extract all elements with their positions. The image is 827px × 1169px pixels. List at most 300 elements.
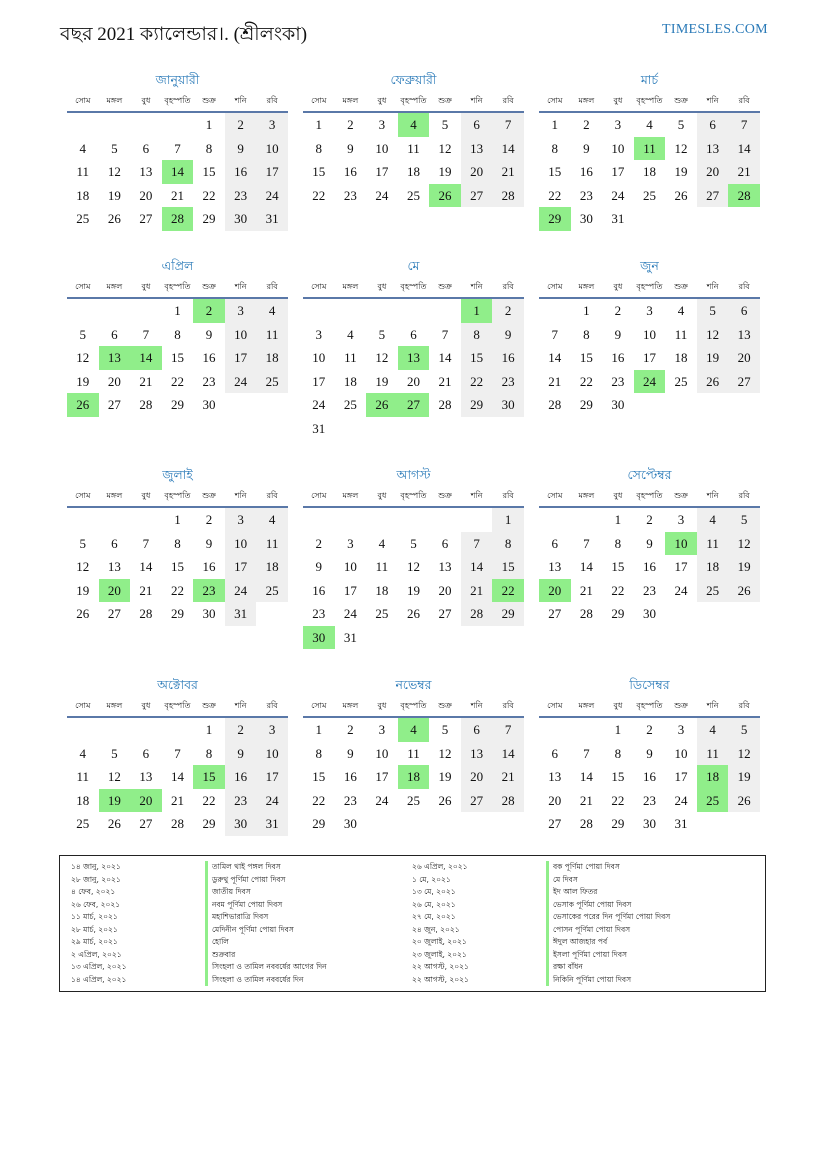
day-cell: 5 [79,326,87,342]
weekday-label: শনি [470,701,483,710]
day-cell: 28 [579,816,593,831]
weekday-label: বুধ [141,96,151,105]
day-cell: 18 [256,555,288,579]
day-cell: 11 [697,742,729,766]
day-cell: 14 [438,350,452,365]
day-cell: 25 [375,606,389,621]
day-cell: 17 [225,346,257,370]
day-cell: 16 [312,582,326,598]
day-cell: 9 [225,137,257,161]
holiday-date: ২০ জুলাই, ২০২১ [412,937,467,947]
day-cell: 30 [202,606,216,621]
day-cell: 30 [579,211,593,226]
day-cell-holiday: 18 [398,765,430,789]
day-cell: 5 [79,535,87,551]
day-cell: 25 [256,579,288,603]
day-cell: 4 [646,117,653,132]
weekday-label: মঙ্গল [578,282,595,291]
day-cell: 25 [406,187,420,203]
day-cell: 17 [256,765,288,789]
day-cell: 6 [697,113,729,137]
holiday-name: নিকিনি পূর্ণিমা পোয়া দিবস [546,974,670,987]
day-cell: 13 [728,323,760,347]
day-cell: 27 [139,211,153,226]
day-cell: 14 [579,559,593,574]
day-cell: 27 [107,397,121,412]
weekday-label: বৃহস্পতি [400,491,427,500]
day-cell: 10 [375,745,389,761]
day-cell: 12 [438,140,452,156]
day-cell: 9 [347,745,354,761]
day-cell: 16 [642,559,656,574]
day-cell: 6 [551,535,559,551]
day-cell: 18 [642,164,656,179]
month-name: এপ্রিল [161,258,194,273]
day-cell: 22 [170,582,184,598]
day-cell: 8 [315,140,323,156]
day-cell-holiday: 27 [398,393,430,417]
day-cell: 7 [461,532,493,556]
holiday-names-left [205,861,327,986]
day-cell: 11 [256,323,288,347]
day-cell: 26 [674,187,688,203]
day-grid [67,113,288,231]
holiday-date: ২৬ ফেব, ২০২১ [71,899,121,909]
weekday-label: মঙ্গল [342,96,359,105]
day-cell: 15 [461,346,493,370]
day-cell: 10 [642,326,656,342]
day-cell: 5 [697,299,729,323]
month-name: মে [407,258,420,273]
day-cell: 13 [107,559,121,574]
day-cell: 7 [441,326,449,342]
day-cell-holiday: 18 [697,765,729,789]
weekday-label: শুক্র [674,282,688,291]
holiday-date: ২ এপ্রিল, ২০২১ [71,949,122,959]
day-cell-holiday: 15 [193,765,225,789]
day-cell-empty [99,113,131,137]
day-cell: 11 [407,140,420,156]
holiday-date: ৪ ফেব, ২০২১ [71,887,116,897]
holiday-name: সিংহলা ও তামিল নববর্ষের আগের দিন [205,961,327,974]
weekday-header [67,485,288,508]
day-cell: 25 [343,397,357,412]
day-cell: 16 [343,769,357,784]
weekday-label: বুধ [613,282,623,291]
day-cell: 25 [406,792,420,808]
day-cell: 8 [315,745,323,761]
day-cell: 29 [461,393,493,417]
day-cell: 21 [139,373,153,389]
day-cell: 10 [256,742,288,766]
day-cell: 14 [461,555,493,579]
day-cell: 11 [674,326,688,342]
month-block [539,70,760,231]
day-cell: 3 [378,117,386,132]
weekday-label: রবি [502,282,514,291]
day-cell: 15 [312,769,326,784]
weekday-label: বুধ [377,701,387,710]
day-grid [303,718,524,836]
day-cell: 21 [492,765,524,789]
weekday-label: মঙ্গল [342,282,359,291]
holiday-date: ১৪ জানু, ২০২১ [71,862,121,871]
weekday-label: শনি [470,96,483,105]
day-cell: 7 [492,113,524,137]
weekday-label: রবি [502,491,514,500]
weekday-label: বুধ [613,96,623,105]
weekday-label: বৃহস্পতি [164,491,191,500]
weekday-label: মঙ্গল [342,701,359,710]
day-cell: 30 [642,816,656,831]
day-cell: 23 [312,606,326,621]
day-cell: 6 [461,718,493,742]
day-cell-empty [335,508,367,532]
day-cell: 6 [410,326,417,342]
weekday-label: বুধ [613,701,623,710]
holiday-date: ১৩ মে, ২০২১ [412,887,456,897]
day-cell-holiday: 26 [429,184,461,208]
day-cell-empty [99,718,131,742]
day-cell: 8 [614,535,622,551]
day-cell: 15 [611,559,625,574]
holiday-date: ২৬ মে, ২০২১ [412,899,456,909]
day-cell: 2 [315,535,323,551]
weekday-label: বৃহস্পতি [400,282,427,291]
day-cell: 5 [441,117,449,132]
weekday-label: রবি [266,491,278,500]
day-cell-empty [130,113,162,137]
weekday-label: বুধ [141,282,151,291]
holiday-name: ভেসাক পূর্ণিমা পোয়া দিবস [546,899,670,912]
weekday-label: মঙ্গল [578,701,595,710]
day-cell: 20 [438,582,452,598]
day-cell: 29 [170,397,184,412]
day-cell: 28 [548,397,562,412]
day-cell: 9 [225,742,257,766]
day-cell: 6 [142,140,150,156]
day-cell: 19 [438,164,452,179]
day-cell: 9 [205,326,213,342]
day-cell: 21 [170,792,184,808]
day-cell: 4 [79,745,87,761]
day-cell: 17 [343,582,357,598]
weekday-label: সোম [311,491,327,500]
day-cell: 12 [728,532,760,556]
day-cell: 4 [697,718,729,742]
day-cell: 13 [548,559,562,574]
day-cell: 19 [674,164,688,179]
day-cell: 22 [202,792,216,808]
weekday-label: সোম [547,491,563,500]
weekday-label: মঙ্গল [578,96,595,105]
day-cell: 12 [406,559,420,574]
day-cell: 10 [375,140,389,156]
weekday-label: বৃহস্পতি [636,282,663,291]
weekday-header [67,276,288,299]
day-cell: 23 [343,792,357,808]
month-name: মার্চ [640,72,659,87]
day-cell: 15 [611,769,625,784]
day-cell: 23 [579,187,593,203]
day-grid [539,113,760,231]
weekday-label: মঙ্গল [106,96,123,105]
day-cell: 22 [170,373,184,389]
weekday-label: শনি [234,282,247,291]
day-cell: 31 [611,211,625,226]
day-cell: 15 [170,559,184,574]
day-cell: 25 [642,187,656,203]
holiday-name: জাতীয় দিবস [205,886,327,899]
weekday-label: রবি [738,282,750,291]
weekday-label: সোম [311,701,327,710]
day-cell: 3 [677,722,685,737]
day-cell-empty [366,299,398,323]
day-cell: 29 [202,816,216,831]
day-cell: 26 [728,789,760,813]
month-name: জুন [640,258,659,273]
day-cell: 24 [674,582,688,598]
day-grid [67,718,288,836]
weekday-label: বৃহস্পতি [164,282,191,291]
day-cell: 5 [441,722,449,737]
day-cell: 20 [461,765,493,789]
day-cell: 6 [728,299,760,323]
day-cell: 8 [583,326,590,342]
day-cell: 26 [107,816,121,831]
holiday-name: মে দিবস [546,874,670,887]
day-cell-empty [162,113,194,137]
day-grid [539,508,760,626]
holiday-date: ২৬ এপ্রিল, ২০২১ [412,862,468,871]
day-cell: 9 [583,140,590,156]
day-cell: 3 [256,718,288,742]
weekday-header [539,276,760,299]
day-cell: 22 [611,792,625,808]
day-cell: 19 [697,346,729,370]
day-cell-holiday: 28 [728,184,760,208]
day-cell: 17 [375,769,389,784]
day-cell-holiday: 11 [634,137,666,161]
day-cell: 16 [611,350,625,365]
day-cell: 12 [674,140,688,156]
day-cell-empty [130,508,162,532]
month-block [303,465,524,649]
day-cell: 10 [611,140,625,156]
day-cell: 12 [107,164,121,179]
day-cell: 18 [76,187,90,203]
day-cell: 6 [461,113,493,137]
weekday-label: শুক্র [438,96,452,105]
holiday-name: সিংহলা ও তামিল নববর্ষের দিন [205,974,327,987]
weekday-label: সোম [547,282,563,291]
day-cell: 17 [375,164,389,179]
weekday-label: সোম [75,701,91,710]
holiday-dates-left [71,861,126,986]
day-cell: 10 [225,532,257,556]
weekday-label: শুক্র [438,282,452,291]
weekday-label: শনি [706,96,719,105]
weekday-label: সোম [311,282,327,291]
day-cell: 6 [551,745,559,761]
day-cell: 4 [697,508,729,532]
day-cell: 24 [674,792,688,808]
day-cell: 1 [614,512,622,527]
weekday-label: রবি [738,701,750,710]
day-cell: 31 [312,420,326,436]
day-cell-holiday: 10 [665,532,697,556]
day-cell: 8 [174,535,181,551]
day-cell: 30 [642,606,656,621]
day-cell: 18 [76,792,90,808]
month-block [303,70,524,207]
day-cell: 18 [375,582,389,598]
month-name: ডিসেম্বর [629,677,670,692]
day-cell: 16 [343,164,357,179]
day-cell: 29 [611,816,625,831]
day-cell: 23 [642,792,656,808]
day-cell: 9 [347,140,354,156]
day-cell: 10 [312,350,326,365]
day-cell: 12 [697,323,729,347]
day-cell: 28 [438,397,452,412]
day-cell: 20 [139,187,153,203]
day-cell: 11 [76,769,90,784]
day-cell: 18 [256,346,288,370]
day-cell: 23 [642,582,656,598]
day-cell-empty [539,299,571,323]
day-cell: 6 [142,745,150,761]
day-cell: 22 [611,582,625,598]
day-cell-holiday: 13 [398,346,430,370]
weekday-label: রবি [502,96,514,105]
month-name: জুলাই [162,467,193,482]
day-cell: 29 [312,816,326,831]
day-cell-empty [335,299,367,323]
weekday-label: রবি [266,701,278,710]
day-cell: 27 [107,606,121,621]
day-cell: 24 [375,187,389,203]
day-cell-empty [67,718,99,742]
day-cell: 18 [697,555,729,579]
day-cell: 1 [315,117,323,132]
weekday-header [303,276,524,299]
day-cell: 6 [111,326,118,342]
weekday-label: বুধ [377,491,387,500]
day-cell: 30 [202,397,216,412]
holiday-date: ২৮ মার্চ, ২০২১ [71,924,118,934]
weekday-label: শনি [706,282,719,291]
day-cell: 11 [256,532,288,556]
day-cell: 30 [492,393,524,417]
day-cell: 15 [579,350,593,365]
day-grid [539,299,760,417]
weekday-label: বৃহস্পতি [400,701,427,710]
day-cell: 31 [225,602,257,626]
site-brand-link[interactable]: TIMESLES.COM [662,22,768,37]
day-cell: 7 [551,326,559,342]
day-cell: 13 [548,769,562,784]
day-cell: 30 [611,397,625,412]
day-cell: 7 [492,718,524,742]
day-cell: 21 [438,373,452,389]
day-cell: 20 [107,373,121,389]
holiday-names-right [546,861,670,986]
weekday-label: শনি [706,701,719,710]
day-cell-empty [67,299,99,323]
month-name: অক্টোবর [157,677,198,692]
day-cell: 28 [492,184,524,208]
day-cell: 9 [646,745,653,761]
day-cell-holiday: 2 [193,299,225,323]
day-cell: 2 [205,512,213,527]
day-cell: 8 [551,140,559,156]
weekday-label: মঙ্গল [106,491,123,500]
day-cell: 24 [343,606,357,621]
day-cell: 1 [174,303,181,318]
month-block [303,675,524,836]
day-cell: 8 [461,323,493,347]
weekday-label: বৃহস্পতি [164,96,191,105]
day-cell: 27 [697,184,729,208]
weekday-label: শনি [470,282,483,291]
day-cell-holiday: 30 [303,626,335,650]
weekday-label: সোম [547,96,563,105]
holiday-name: মহাশিভারাত্রি দিবস [205,911,327,924]
weekday-label: শুক্র [674,96,688,105]
day-cell: 31 [343,629,357,645]
day-cell: 24 [312,397,326,412]
day-cell: 8 [492,532,524,556]
weekday-label: শুক্র [438,701,452,710]
day-cell: 14 [548,350,562,365]
day-cell: 21 [139,582,153,598]
day-cell: 10 [674,745,688,761]
day-cell: 2 [225,718,257,742]
day-grid [67,508,288,626]
day-cell: 22 [461,370,493,394]
day-cell-holiday: 24 [634,370,666,394]
day-cell-empty [429,508,461,532]
day-cell: 19 [406,582,420,598]
weekday-label: শনি [234,701,247,710]
day-cell: 3 [256,113,288,137]
day-cell: 19 [76,373,90,389]
day-cell: 1 [614,722,622,737]
day-cell-holiday: 13 [99,346,131,370]
day-cell: 23 [611,373,625,389]
holiday-name: পোসন পূর্ণিমা পোয়া দিবস [546,924,670,937]
day-cell: 3 [347,535,354,551]
day-cell: 18 [406,164,420,179]
month-block [67,675,288,836]
day-cell-empty [303,299,335,323]
day-cell: 31 [256,812,288,836]
day-cell: 3 [315,326,323,342]
day-cell: 1 [315,722,323,737]
day-cell: 3 [378,722,386,737]
weekday-header [539,695,760,718]
weekday-label: সোম [75,491,91,500]
day-cell-holiday: 20 [539,579,571,603]
weekday-label: সোম [75,96,91,105]
day-cell: 6 [441,535,449,551]
day-cell: 11 [697,532,729,556]
holiday-date: ১১ মার্চ, ২০২১ [71,912,118,922]
day-cell: 3 [614,117,622,132]
day-cell: 23 [225,789,257,813]
day-cell: 2 [583,117,590,132]
